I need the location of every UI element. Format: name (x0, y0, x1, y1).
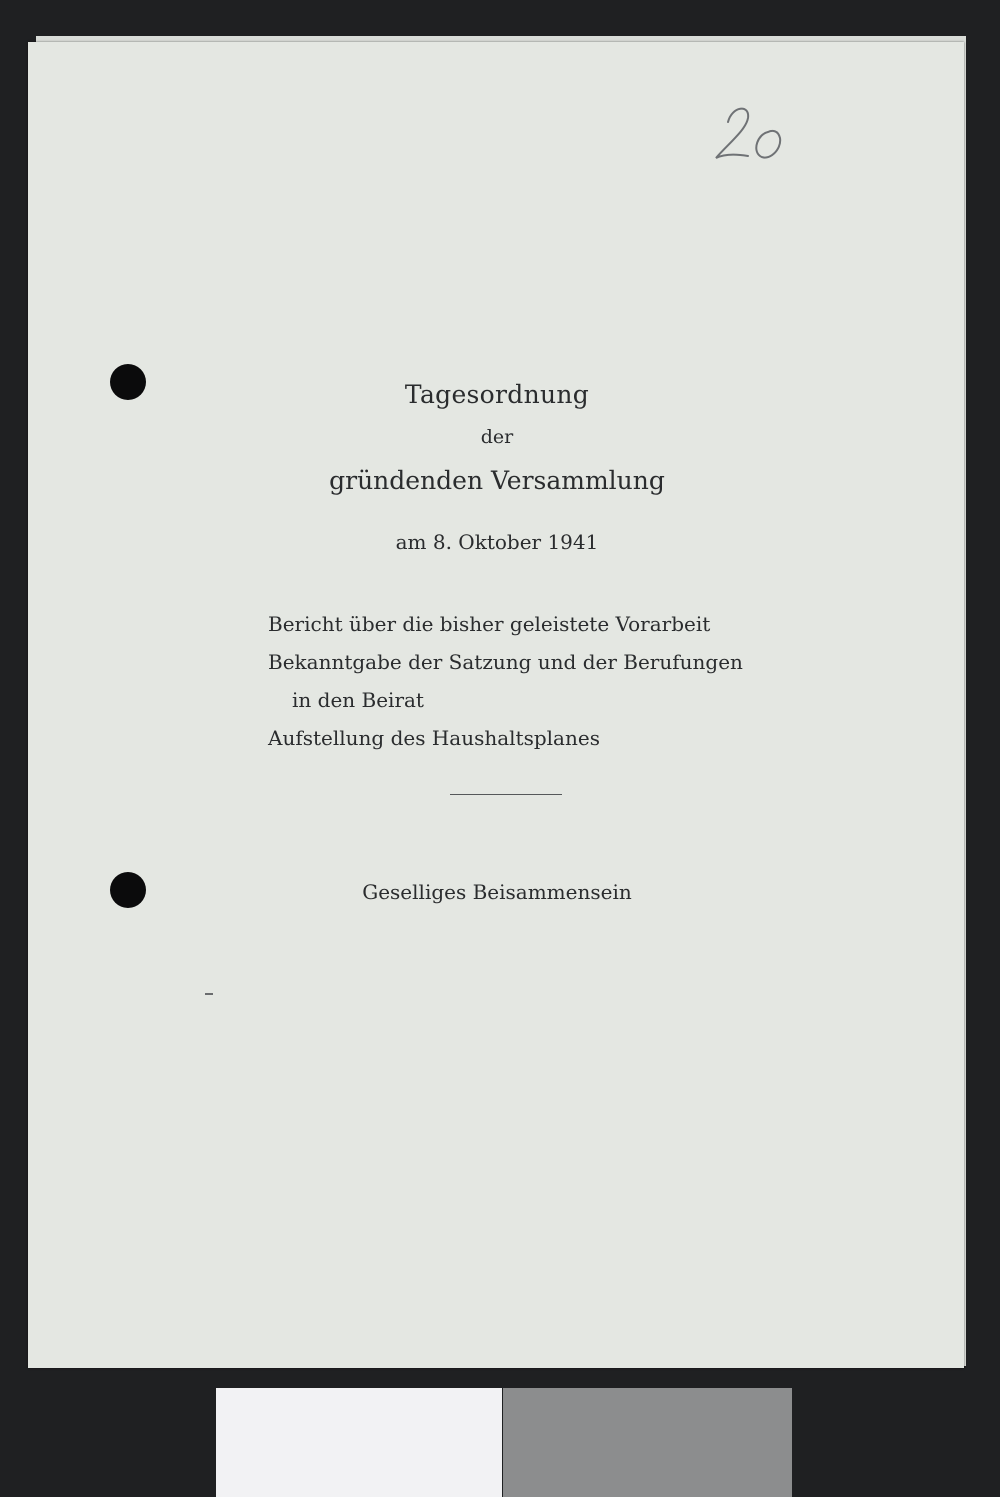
agenda-connector: der (480, 426, 514, 448)
divider-line (450, 794, 562, 795)
white-reference-card (216, 1388, 502, 1497)
agenda-list (268, 605, 743, 757)
agenda-title: Tagesordnung (404, 380, 590, 409)
closing-item: Geselliges Beisammensein (362, 880, 632, 904)
punch-hole-top (110, 364, 146, 400)
agenda-item: Bekanntgabe der Satzung und der Berufungen (268, 650, 743, 674)
punch-hole-bottom (110, 872, 146, 908)
meeting-name: gründenden Versammlung (329, 466, 665, 495)
agenda-item: Bericht über die bisher geleistete Vorarbeit (268, 612, 711, 636)
handwritten-digit-2 (716, 109, 748, 158)
grey-reference-card (503, 1388, 792, 1497)
agenda-item-continuation: in den Beirat (292, 688, 424, 712)
agenda-item: Aufstellung des Haushaltsplanes (268, 726, 600, 750)
handwritten-digit-0 (756, 131, 780, 158)
paper-mark (205, 993, 213, 995)
meeting-date: am 8. Oktober 1941 (395, 530, 599, 554)
handwritten-page-number (706, 92, 796, 172)
